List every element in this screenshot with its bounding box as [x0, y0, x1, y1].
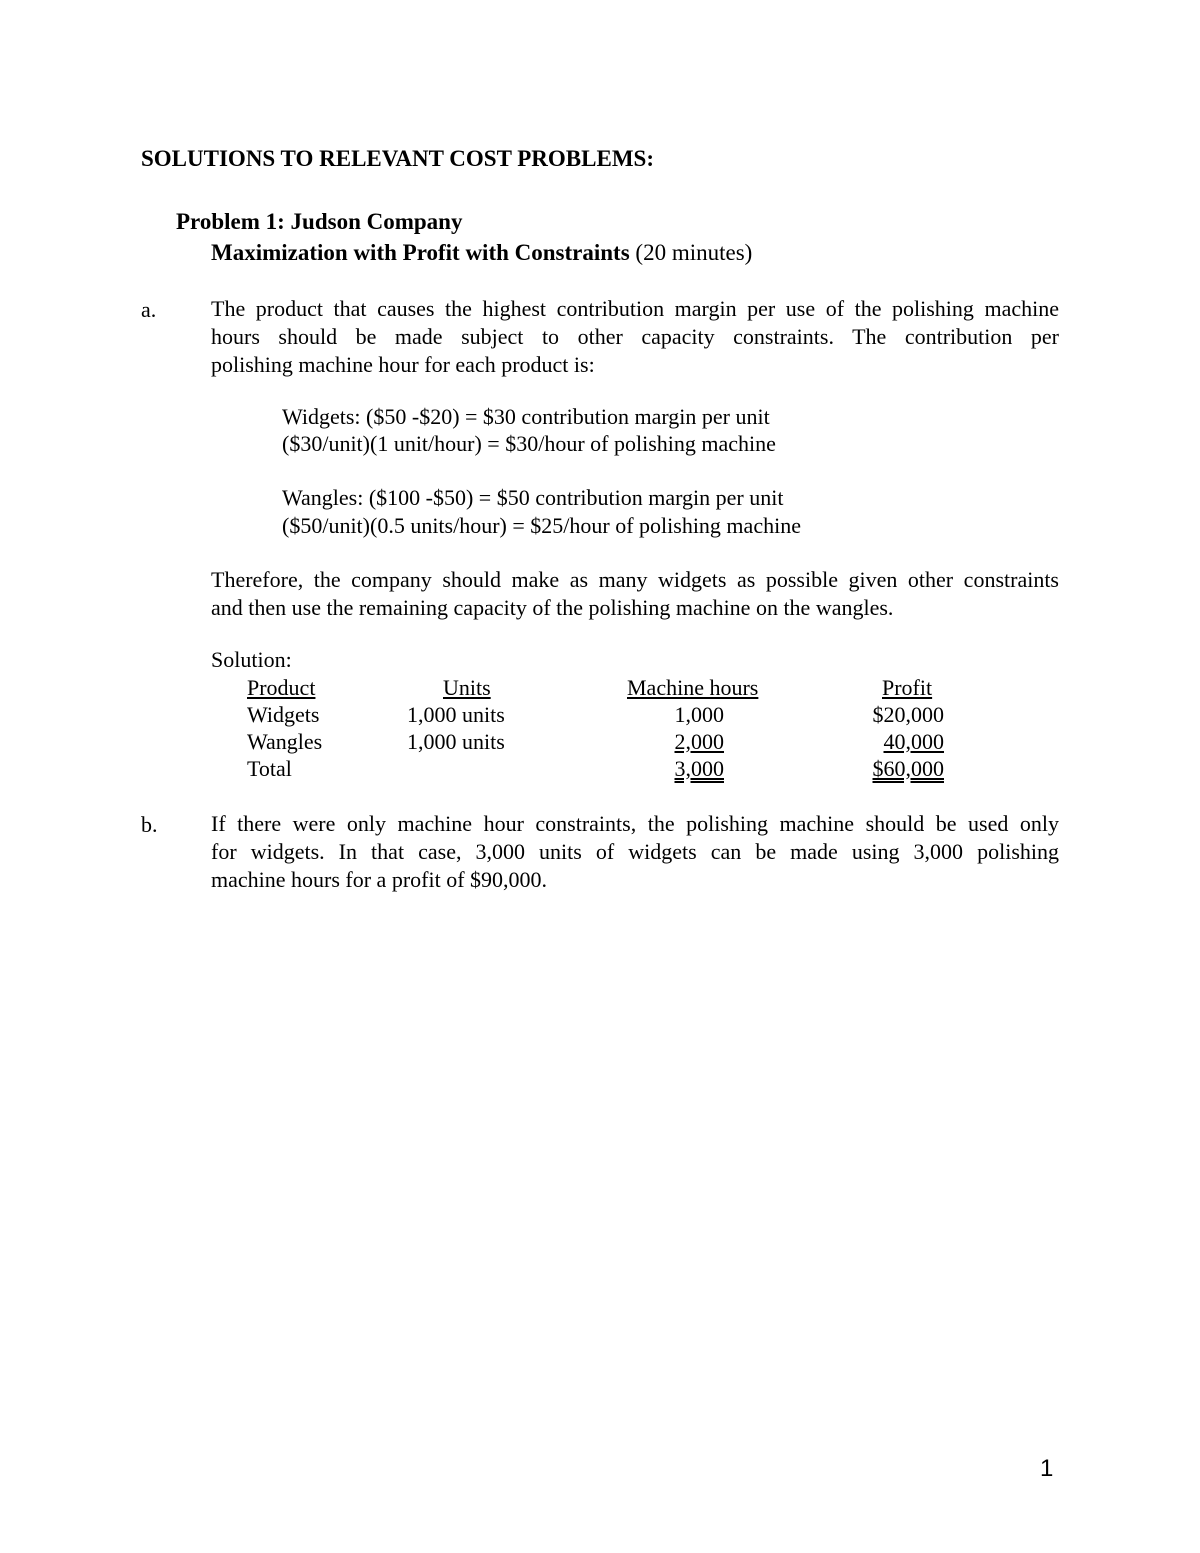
conclusion-line: Therefore, the company should make as many widgets as possible given other constraints	[211, 567, 1059, 592]
solution-label: Solution:	[211, 647, 292, 672]
table-header-profit: Profit	[882, 675, 933, 700]
table-cell-machine-hours: 1,000	[674, 702, 724, 727]
table-cell-product: Widgets	[247, 702, 320, 727]
part-b-line: If there were only machine hour constraints, the polishing machine should be used only	[211, 811, 1059, 836]
table-cell-profit: $20,000	[872, 702, 944, 727]
table-cell-machine-hours: 2,000	[674, 729, 724, 754]
table-cell-units: 1,000 units	[407, 729, 505, 754]
part-a-line: hours should be made subject to other capacity constraints. The contribution per	[211, 324, 1059, 349]
conclusion-paragraph	[211, 566, 1059, 622]
widgets-calc-hourly: ($30/unit)(1 unit/hour) = $30/hour of polishing machine	[282, 431, 776, 456]
conclusion-line: and then use the remaining capacity of the polishing machine on the wangles.	[211, 595, 894, 620]
table-cell-machine-hours: 3,000	[674, 756, 724, 781]
problem-subtitle-line	[211, 240, 752, 266]
table-cell-profit: 40,000	[883, 729, 944, 754]
part-a-line: polishing machine hour for each product is:	[211, 352, 595, 377]
problem-duration: (20 minutes)	[635, 240, 753, 265]
part-a-line: The product that causes the highest contribution margin per use of the polishing machine	[211, 296, 1059, 321]
table-cell-product: Wangles	[247, 729, 323, 754]
part-a-paragraph	[211, 295, 1059, 379]
table-cell-profit: $60,000	[872, 756, 944, 781]
part-b-line: for widgets. In that case, 3,000 units of widgets can be made using 3,000 polishing	[211, 839, 1059, 864]
part-b-line: machine hours for a profit of $90,000.	[211, 867, 548, 892]
table-cell-units: 1,000 units	[407, 702, 505, 727]
wangles-calc-hourly: ($50/unit)(0.5 units/hour) = $25/hour of polishing machine	[282, 513, 801, 538]
table-cell-product: Total	[247, 756, 292, 781]
table-header-product: Product	[247, 675, 316, 700]
problem-title: Problem 1: Judson Company	[176, 209, 463, 234]
table-header-machine-hours: Machine hours	[627, 675, 759, 700]
document-heading: SOLUTIONS TO RELEVANT COST PROBLEMS:	[141, 146, 654, 171]
table-header-units: Units	[443, 675, 491, 700]
part-a-marker: a.	[141, 297, 157, 322]
part-b-marker: b.	[141, 812, 158, 837]
wangles-calc-margin: Wangles: ($100 -$50) = $50 contribution margin per unit	[282, 485, 784, 510]
part-b-paragraph	[211, 810, 1059, 894]
widgets-calc-margin: Widgets: ($50 -$20) = $30 contribution margin per unit	[282, 404, 770, 429]
page-number: 1	[1040, 1455, 1054, 1482]
problem-subtitle: Maximization with Profit with Constraints	[211, 240, 630, 265]
